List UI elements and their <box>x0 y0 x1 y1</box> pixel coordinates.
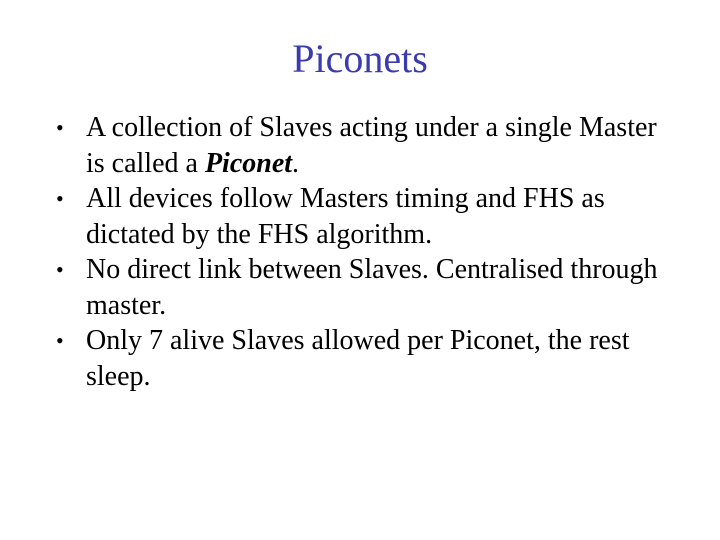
bullet-text: All devices follow Masters timing and FHS as dictated by the FHS algorithm. <box>86 183 605 250</box>
slide-title: Piconets <box>292 36 428 81</box>
bullet-text: No direct link between Slaves. Centralised through master. <box>86 254 658 321</box>
bullet-text: A collection of Slaves acting under a single Master is called a <box>86 112 657 179</box>
bullet-item-1 <box>56 110 676 181</box>
piconet-emphasis: Piconet <box>204 147 293 179</box>
bullet-marker: • <box>56 115 64 140</box>
bullet-item-3 <box>56 252 676 323</box>
bullet-marker: • <box>56 257 64 282</box>
bullet-marker: • <box>56 186 64 211</box>
bullet-item-4 <box>56 323 676 394</box>
bullet-list <box>56 110 676 394</box>
bullet-text: Only 7 alive Slaves allowed per Piconet, the rest sleep. <box>86 325 630 392</box>
bullet-item-2 <box>56 181 676 252</box>
bullet-marker: • <box>56 328 64 353</box>
bullet-text-end: . <box>292 147 300 179</box>
